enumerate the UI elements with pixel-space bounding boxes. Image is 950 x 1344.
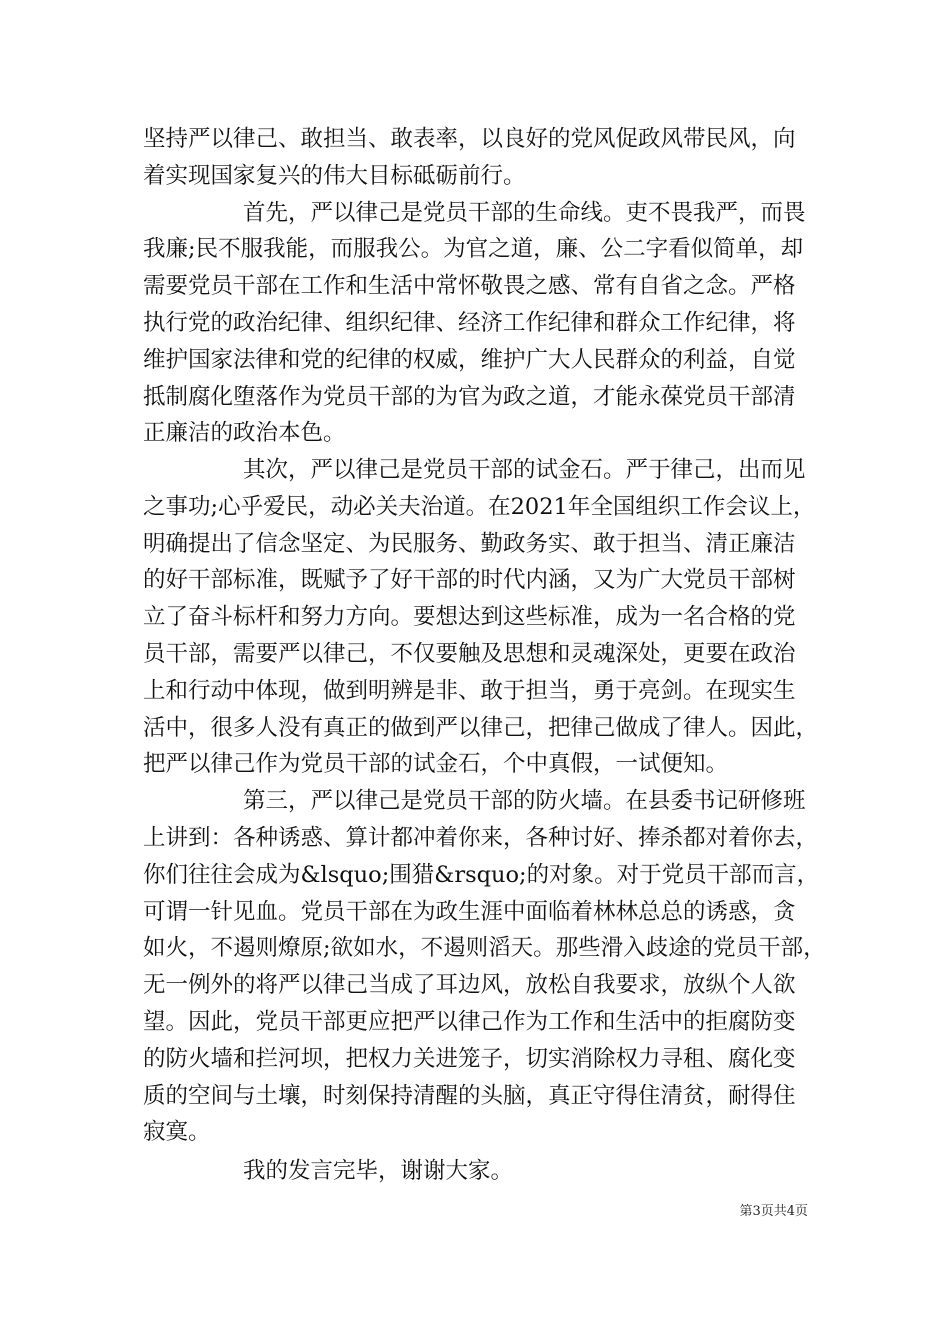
paragraph-first-line: 首先，严以律己是党员干部的生命线。吏不畏我严，而畏 (243, 200, 806, 226)
text-line: 坚持严以律己、敢担当、敢表率，以良好的党风促政风带民风，向 (143, 126, 796, 152)
paragraph-first-line: 第三，严以律己是党员干部的防火墙。在县委书记研修班 (243, 788, 806, 814)
paragraph-first-line: 其次，严以律己是党员干部的试金石。严于律己，出而见 (243, 457, 806, 483)
text-line: 明确提出了信念坚定、为民服务、勤政务实、敢于担当、清正廉洁 (143, 531, 796, 557)
text-line: 你们往往会成为&lsquo;围猎&rsquo;的对象。对于党员干部而言， (143, 862, 820, 888)
text-line: 可谓一针见血。党员干部在为政生涯中面临着林林总总的诱惑，贪 (143, 899, 796, 925)
text-line: 上讲到：各种诱惑、算计都冲着你来，各种讨好、捧杀都对着你去， (143, 825, 819, 851)
text-line: 如火，不遏则燎原;欲如水，不遏则滔天。那些滑入歧途的党员干部， (143, 935, 826, 961)
text-line: 的防火墙和拦河坝，把权力关进笼子，切实消除权力寻租、腐化变 (143, 1046, 796, 1072)
text-line: 望。因此，党员干部更应把严以律己作为工作和生活中的拒腐防变 (143, 1009, 796, 1035)
text-line: 无一例外的将严以律己当成了耳边风，放松自我要求，放纵个人欲 (143, 972, 796, 998)
text-line: 我廉;民不服我能，而服我公。为官之道，廉、公二字看似简单，却 (143, 236, 804, 262)
text-line: 维护国家法律和党的纪律的权威，维护广大人民群众的利益，自觉 (143, 347, 796, 373)
page-number: 第3页共4页 (739, 1204, 808, 1219)
text-line: 上和行动中体现，做到明辨是非、敢于担当，勇于亮剑。在现实生 (143, 678, 796, 704)
text-line: 立了奋斗标杆和努力方向。要想达到这些标准，成为一名合格的党 (143, 604, 796, 630)
text-line: 员干部，需要严以律己，不仅要触及思想和灵魂深处，更要在政治 (143, 641, 796, 667)
text-line: 抵制腐化堕落作为党员干部的为官为政之道，才能永葆党员干部清 (143, 384, 796, 410)
text-line: 执行党的政治纪律、组织纪律、经济工作纪律和群众工作纪律，将 (143, 310, 796, 336)
text-line: 的好干部标准，既赋予了好干部的时代内涵，又为广大党员干部树 (143, 567, 796, 593)
text-line: 活中，很多人没有真正的做到严以律己，把律己做成了律人。因此， (143, 715, 819, 741)
closing-line: 我的发言完毕，谢谢大家。 (243, 1158, 514, 1184)
text-line: 把严以律己作为党员干部的试金石，个中真假，一试便知。 (143, 751, 729, 777)
text-line: 正廉洁的政治本色。 (143, 420, 346, 446)
text-line: 质的空间与土壤，时刻保持清醒的头脑，真正守得住清贫，耐得住 (143, 1083, 796, 1109)
text-line: 需要党员干部在工作和生活中常怀敬畏之感、常有自省之念。严格 (143, 273, 796, 299)
text-line: 寂寞。 (143, 1119, 211, 1145)
text-line: 着实现国家复兴的伟大目标砥砺前行。 (143, 163, 526, 189)
text-line: 之事功;心乎爱民，动必关夫治道。在2021年全国组织工作会议上， (143, 494, 816, 520)
